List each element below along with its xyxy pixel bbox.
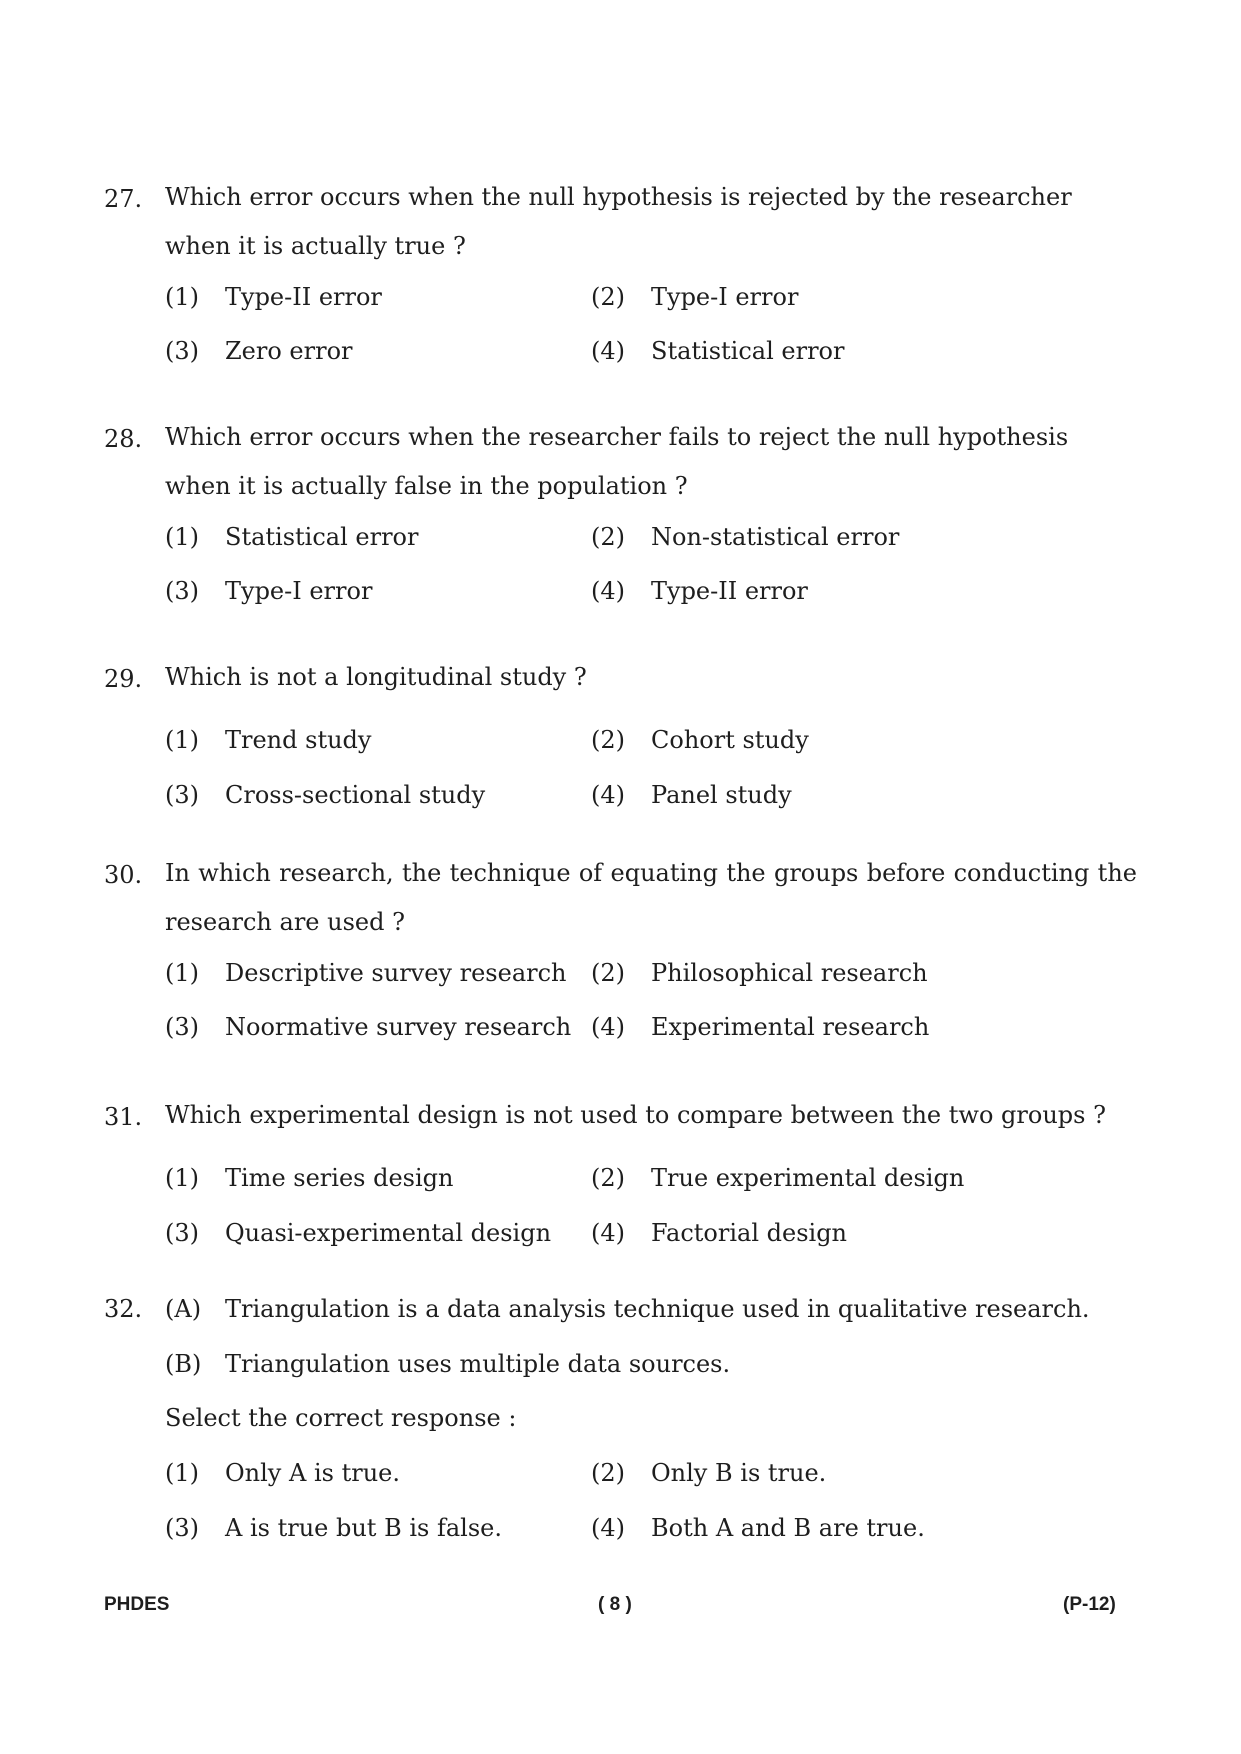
footer-page-number: ( 8 ) [598,1594,632,1615]
option-number: (2) [591,1164,625,1192]
option-text: Zero error [225,337,353,365]
option-text: Non-statistical error [651,523,900,551]
question-text: Which error occurs when the researcher fails to reject the null hypothesis when it is actually false in the population ? [165,423,1069,500]
option-text: Statistical error [225,523,419,551]
option-text: Statistical error [651,337,845,365]
footer-paper-code: PHDES [104,1594,170,1615]
option-text: Type-II error [225,283,382,311]
question-number: 31. [104,1103,143,1131]
option-number: (3) [165,337,199,365]
option-number: (3) [165,1219,199,1247]
question-text: Which experimental design is not used to compare between the two groups ? [165,1101,1106,1129]
option-number: (3) [165,577,199,605]
option-number: (3) [165,781,199,809]
option-number: (3) [165,1514,199,1542]
option-number: (4) [591,781,625,809]
option-text: Both A and B are true. [651,1514,925,1542]
option-text: Panel study [651,781,792,809]
question-number: 27. [104,185,143,213]
statement-text: Triangulation is a data analysis technique used in qualitative research. [225,1295,1090,1323]
option-text: Descriptive survey research [225,959,567,987]
question-text: Which error occurs when the null hypothesis is rejected by the researcher when it is actually true ? [165,183,1072,260]
option-number: (2) [591,283,625,311]
option-number: (2) [591,523,625,551]
option-text: Cohort study [651,726,809,754]
statement-text: Triangulation uses multiple data sources. [225,1350,731,1378]
option-number: (2) [591,1459,625,1487]
option-text: Type-I error [651,283,799,311]
option-text: Cross-sectional study [225,781,486,809]
option-text: Only B is true. [651,1459,827,1487]
option-text: Philosophical research [651,959,928,987]
option-number: (1) [165,1164,199,1192]
question-number: 28. [104,425,143,453]
option-number: (4) [591,577,625,605]
question-number: 32. [104,1295,143,1323]
question-number: 30. [104,861,143,889]
footer-page-total: (P-12) [1063,1594,1116,1615]
option-text: Experimental research [651,1013,930,1041]
option-number: (4) [591,1514,625,1542]
statement-label: (B) [165,1350,202,1378]
option-text: Quasi-experimental design [225,1219,552,1247]
option-number: (2) [591,726,625,754]
option-text: Type-I error [225,577,373,605]
option-text: Factorial design [651,1219,848,1247]
option-number: (4) [591,1013,625,1041]
option-number: (4) [591,337,625,365]
question-number: 29. [104,665,143,693]
option-number: (1) [165,726,199,754]
option-text: Only A is true. [225,1459,400,1487]
option-text: Type-II error [651,577,808,605]
option-text: A is true but B is false. [225,1514,502,1542]
question-prompt: Select the correct response : [165,1404,517,1432]
option-number: (1) [165,959,199,987]
option-text: True experimental design [651,1164,965,1192]
option-text: Time series design [225,1164,454,1192]
option-number: (3) [165,1013,199,1041]
option-text: Noormative survey research [225,1013,572,1041]
option-number: (4) [591,1219,625,1247]
option-number: (1) [165,523,199,551]
option-text: Trend study [225,726,372,754]
option-number: (1) [165,1459,199,1487]
option-number: (2) [591,959,625,987]
question-text: In which research, the technique of equating the groups before conducting the research are used ? [165,859,1137,936]
question-text: Which is not a longitudinal study ? [165,663,587,691]
statement-label: (A) [165,1295,202,1323]
option-number: (1) [165,283,199,311]
